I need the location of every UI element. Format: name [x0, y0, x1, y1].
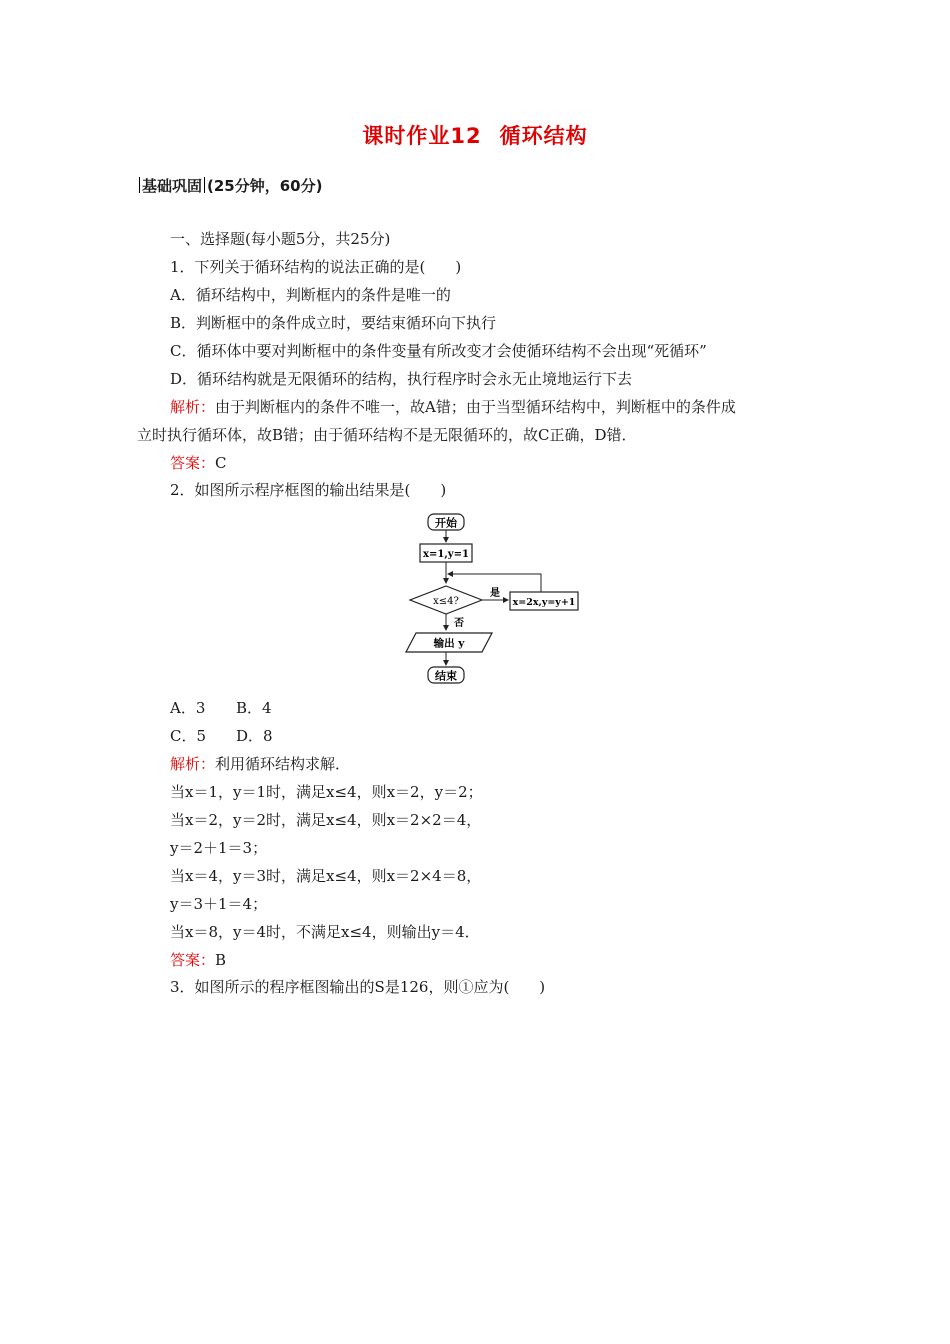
q2-answer-label: 答案：: [170, 951, 216, 969]
q2-options-row-2: [170, 726, 273, 746]
flowchart: [400, 508, 590, 693]
title-number: 12: [450, 124, 482, 148]
section-time: (25分钟，60分): [207, 177, 323, 195]
q1-option-c: C．循环体中要对判断框中的条件变量有所改变才会使循环结构不会出现“死循环”: [170, 342, 707, 360]
q1-answer-label: 答案：: [170, 454, 216, 472]
q2-step: y＝3＋1＝4；: [170, 895, 268, 913]
q2-analysis-label: 解析：: [170, 755, 216, 773]
q2-step: 当x＝8，y＝4时，不满足x≤4，则输出y＝4．: [170, 923, 480, 941]
q2-step: 当x＝4，y＝3时，满足x≤4，则x＝2×4＝8，: [170, 867, 482, 885]
page-title: [0, 120, 950, 150]
q3-stem: 3．如图所示的程序框图输出的S是126，则①应为( ): [170, 978, 546, 996]
q2-answer: [170, 950, 226, 970]
section-label: 基础巩固: [142, 177, 203, 195]
q1-analysis-label: 解析：: [170, 398, 216, 416]
q2-option-a: A．3: [170, 699, 206, 717]
q2-option-d: D．8: [236, 727, 273, 745]
q1-analysis-text-1: 由于判断框内的条件不唯一，故A错；由于当型循环结构中，判断框中的条件成: [215, 398, 736, 416]
q2-analysis-text: 利用循环结构求解．: [215, 755, 351, 773]
q1-option-a: A．循环结构中，判断框内的条件是唯一的: [170, 286, 451, 304]
q1-option-b: B．判断框中的条件成立时，要结束循环向下执行: [170, 314, 497, 332]
part-heading: 一、选择题(每小题5分，共25分): [170, 230, 391, 248]
flow-yes-label: 是: [490, 588, 500, 599]
q1-answer-value: C: [215, 454, 227, 472]
q2-step: y＝2＋1＝3；: [170, 839, 268, 857]
section-header: [137, 175, 322, 196]
q2-stem: 2．如图所示程序框图的输出结果是( ): [170, 481, 447, 499]
q2-options-row-1: [170, 698, 272, 718]
q2-step: 当x＝1，y＝1时，满足x≤4，则x＝2，y＝2；: [170, 783, 483, 801]
flow-init-label: x=1,y=1: [423, 549, 469, 560]
q2-option-b: B．4: [236, 699, 272, 717]
flow-no-label: 否: [454, 618, 464, 629]
q1-answer: [170, 453, 227, 473]
q2-answer-value: B: [215, 951, 227, 969]
q1-analysis: [170, 397, 736, 417]
q2-option-c: C．5: [170, 727, 207, 745]
flow-start-label: 开始: [435, 516, 457, 530]
q1-stem: 1．下列关于循环结构的说法正确的是( ): [170, 258, 462, 276]
q1-option-d: D．循环结构就是无限循环的结构，执行程序时会永无止境地运行下去: [170, 370, 633, 388]
section-bar-left: [139, 177, 140, 193]
q1-analysis-cont: 立时执行循环体，故B错；由于循环结构不是无限循环的，故C正确，D错．: [137, 426, 637, 444]
title-prefix: 课时作业: [362, 124, 451, 148]
flow-end-label: 结束: [435, 669, 457, 683]
section-bar-right: [204, 177, 205, 193]
flow-condition-label: x≤4?: [433, 596, 459, 607]
title-topic: 循环结构: [499, 124, 588, 148]
q2-step: 当x＝2，y＝2时，满足x≤4，则x＝2×2＝4，: [170, 811, 482, 829]
flow-body-label: x=2x,y=y+1: [512, 597, 576, 608]
flow-output-label: 输出 y: [433, 637, 465, 650]
q2-analysis: [170, 754, 350, 774]
